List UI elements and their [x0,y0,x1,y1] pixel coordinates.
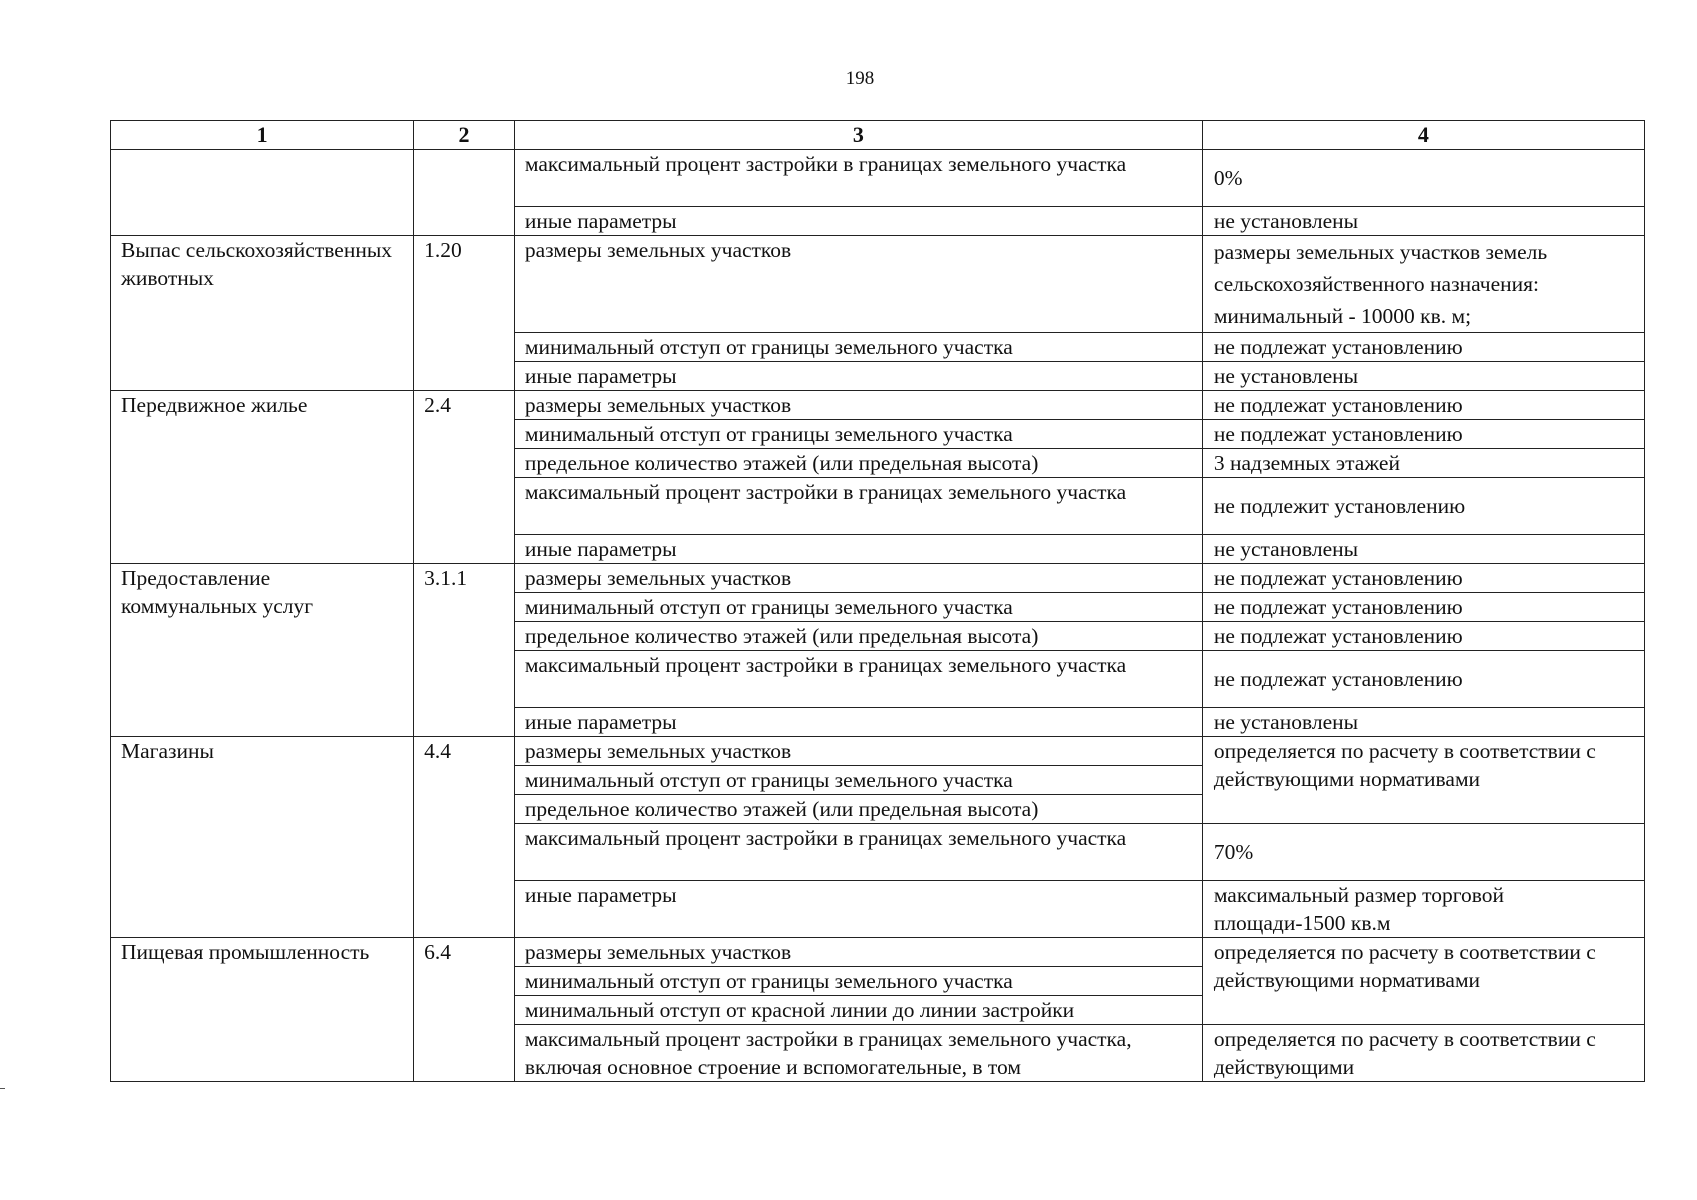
parameter-cell: минимальный отступ от границы земельного участка [514,967,1202,996]
value-cell: не подлежат установлению [1202,651,1644,708]
value-cell: не установлены [1202,362,1644,391]
parameter-cell: иные параметры [514,207,1202,236]
table-row [111,938,1645,967]
parameter-cell: размеры земельных участков [514,236,1202,333]
value-cell: определяется по расчету в соответствии с действующими [1202,1025,1644,1082]
parameter-cell: максимальный процент застройки в границах земельного участка [514,478,1202,535]
code-cell [414,150,515,236]
parameter-cell: иные параметры [514,708,1202,737]
parameter-cell: минимальный отступ от границы земельного участка [514,420,1202,449]
value-cell [1202,236,1644,333]
parameter-cell: предельное количество этажей (или предельная высота) [514,622,1202,651]
parameter-cell: максимальный процент застройки в границах земельного участка [514,150,1202,207]
value-cell: 70% [1202,824,1644,881]
value-cell: не подлежат установлению [1202,564,1644,593]
table-row [111,236,1645,333]
table-row [111,737,1645,766]
header-col-1: 1 [111,121,414,150]
use-type-cell: Передвижное жилье [111,391,414,564]
use-type-cell: Магазины [111,737,414,938]
use-type-cell: Предоставление коммунальных услуг [111,564,414,737]
code-cell: 4.4 [414,737,515,938]
parameter-cell: иные параметры [514,535,1202,564]
parameter-cell: минимальный отступ от границы земельного участка [514,333,1202,362]
value-line: сельскохозяйственного назначения: [1213,272,1540,296]
use-type-cell [111,150,414,236]
parameter-cell: максимальный процент застройки в границах земельного участка [514,651,1202,708]
parameter-cell: максимальный процент застройки в границах земельного участка [514,824,1202,881]
page-number: 198 [845,68,875,89]
code-cell: 1.20 [414,236,515,391]
value-line: размеры земельных участков земель [1213,240,1548,264]
parameter-cell: размеры земельных участков [514,391,1202,420]
value-cell: не подлежат установлению [1202,420,1644,449]
table-row [111,564,1645,593]
value-cell: не установлены [1202,535,1644,564]
use-type-cell: Выпас сельскохозяйственных животных [111,236,414,391]
value-line: минимальный - 10000 кв. м; [1213,304,1472,328]
table-header-row [111,121,1645,150]
header-col-4: 4 [1202,121,1644,150]
value-cell: не установлены [1202,708,1644,737]
value-cell: не подлежат установлению [1202,622,1644,651]
value-cell: определяется по расчету в соответствии с действующими нормативами [1202,938,1644,1025]
table-row [111,150,1645,207]
value-cell: не подлежат установлению [1202,593,1644,622]
value-cell: 3 надземных этажей [1202,449,1644,478]
parameter-cell: максимальный процент застройки в границах земельного участка, включая основное строение и вспомогательные, в том [514,1025,1202,1082]
code-cell: 6.4 [414,938,515,1082]
parameter-cell: минимальный отступ от границы земельного участка [514,766,1202,795]
header-col-2: 2 [414,121,515,150]
margin-mark [0,1088,5,1089]
parameter-cell: размеры земельных участков [514,938,1202,967]
table-row [111,391,1645,420]
land-use-parameters-table [110,120,1645,1082]
value-cell: не подлежит установлению [1202,478,1644,535]
value-cell: не установлены [1202,207,1644,236]
code-cell: 2.4 [414,391,515,564]
value-cell: максимальный размер торговой площади-1500 кв.м [1202,881,1644,938]
parameter-cell: размеры земельных участков [514,737,1202,766]
header-col-3: 3 [514,121,1202,150]
parameter-cell: иные параметры [514,881,1202,938]
parameter-cell: иные параметры [514,362,1202,391]
value-cell: определяется по расчету в соответствии с действующими нормативами [1202,737,1644,824]
use-type-cell: Пищевая промышленность [111,938,414,1082]
value-cell: не подлежат установлению [1202,333,1644,362]
value-cell: 0% [1202,150,1644,207]
parameter-cell: минимальный отступ от красной линии до линии застройки [514,996,1202,1025]
parameter-cell: предельное количество этажей (или предельная высота) [514,449,1202,478]
parameter-cell: минимальный отступ от границы земельного участка [514,593,1202,622]
value-cell: не подлежат установлению [1202,391,1644,420]
code-cell: 3.1.1 [414,564,515,737]
parameter-cell: размеры земельных участков [514,564,1202,593]
parameter-cell: предельное количество этажей (или предельная высота) [514,795,1202,824]
